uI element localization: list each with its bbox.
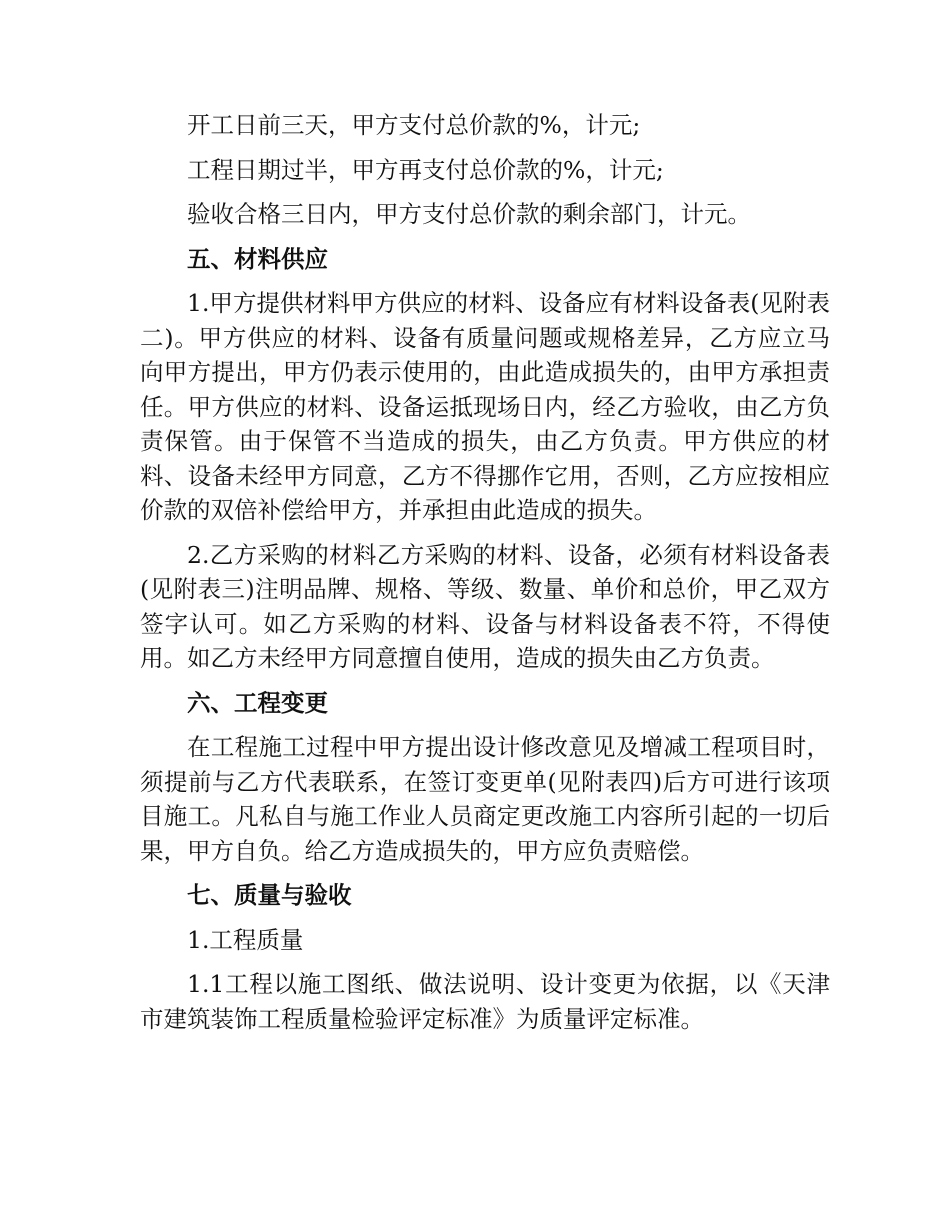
materials-clause-party-b: 2.乙方采购的材料乙方采购的材料、设备，必须有材料设备表(见附表三)注明品牌、规格、等级、数量、单价和总价，甲乙双方签字认可。如乙方采购的材料、设备与材料设备表不符，不得使用。如乙方未经甲方同意擅自使用，造成的损失由乙方负责。 — [140, 540, 830, 672]
materials-clause-party-a: 1.甲方提供材料甲方供应的材料、设备应有材料设备表(见附表二)。甲方供应的材料、设备有质量问题或规格差异，乙方应立马向甲方提出，甲方仍表示使用的，由此造成损失的，由甲方承担责任。甲方供应的材料、设备运抵现场日内，经乙方验收，由乙方负责保管。由于保管不当造成的损失，由乙方负责。甲方供应的材料、设备未经甲方同意，乙方不得挪作它用，否则，乙方应按相应价款的双倍补偿给甲方，并承担由此造成的损失。 — [140, 289, 830, 524]
payment-clause-final: 验收合格三日内，甲方支付总价款的剩余部门，计元。 — [187, 200, 751, 228]
payment-clause-midway: 工程日期过半，甲方再支付总价款的%，计元; — [187, 155, 664, 184]
section-heading-changes: 六、工程变更 — [187, 688, 328, 717]
payment-clause-start: 开工日前三天，甲方支付总价款的%，计元; — [187, 111, 641, 139]
changes-clause: 在工程施工过程中甲方提出设计修改意见及增减工程项目时，须提前与乙方代表联系，在签订变更单(见附表四)后方可进行该项目施工。凡私自与施工作业人员商定更改施工内容所引起的一切后果，甲方自负。给乙方造成损失的，甲方应负责赔偿。 — [140, 733, 830, 865]
document-body — [140, 108, 830, 1046]
section-heading-quality: 七、质量与验收 — [187, 881, 352, 909]
section-heading-materials: 五、材料供应 — [187, 244, 328, 273]
quality-subheading: 1.工程质量 — [187, 925, 304, 954]
quality-clause-1-1: 1.1工程以施工图纸、做法说明、设计变更为依据，以《天津市建筑装饰工程质量检验评定标准》为质量评定标准。 — [140, 970, 830, 1033]
